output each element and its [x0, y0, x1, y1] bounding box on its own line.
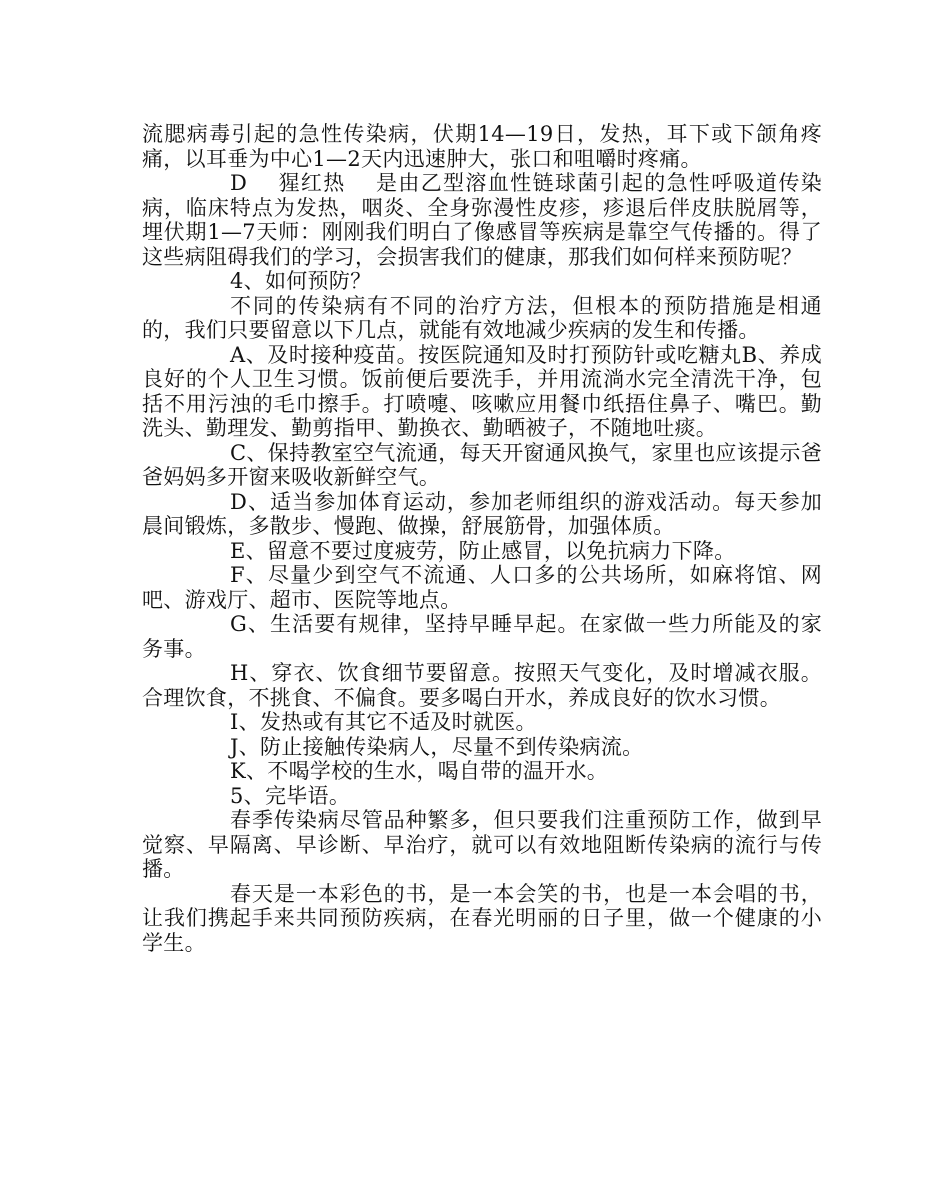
paragraph-item-c: C、保持教室空气流通，每天开窗通风换气，家里也应该提示爸爸妈妈多开窗来吸收新鲜空气。 — [142, 440, 822, 489]
paragraph-item-k: K、不喝学校的生水，喝自带的温开水。 — [230, 759, 609, 783]
paragraph-item-g: G、生活要有规律，坚持早睡早起。在家做一些力所能及的家务事。 — [142, 612, 822, 661]
paragraph-item-j: J、防止接触传染病人，尽量不到传染病流。 — [230, 734, 644, 759]
paragraph-item-e: E、留意不要过度疲劳，防止感冒，以免抗病力下降。 — [230, 538, 736, 563]
paragraph-item-i: I、发热或有其它不适及时就医。 — [230, 710, 537, 734]
section-heading-closing: 5、完毕语。 — [230, 783, 351, 808]
paragraph-scarlet-fever: D 猩红热 是由乙型溶血性链球菌引起的急性呼吸道传染病，临床特点为发热，咽炎、全身弥漫性皮疹，疹退后伴皮肤脱屑等，埋伏期1—7天师：刚刚我们明白了像感冒等疾病是靠空气传播的。得了这些病阻碍我们的学习，会损害我们的健康，那我们如何样来预防呢？ — [142, 171, 822, 269]
document-page — [142, 122, 822, 955]
paragraph-item-d: D、适当参加体育运动，参加老师组织的游戏活动。每天参加晨间锻炼，多散步、慢跑、做操，舒展筋骨，加强体质。 — [142, 489, 822, 538]
paragraph-prevention-intro: 不同的传染病有不同的治疗方法，但根本的预防措施是相通的，我们只要留意以下几点，就能有效地减少疾病的发生和传播。 — [142, 293, 822, 342]
paragraph-item-a-b: A、及时接种疫苗。按医院通知及时打预防针或吃糖丸B、养成良好的个人卫生习惯。饭前便后要洗手，并用流淌水完全清洗干净，包括不用污浊的毛巾擦手。打喷嚏、咳嗽应用餐巾纸捂住鼻子、嘴巴。勤洗头、勤理发、勤剪指甲、勤换衣、勤晒被子，不随地吐痰。 — [142, 342, 822, 440]
paragraph-closing-2: 春天是一本彩色的书，是一本会笑的书，也是一本会唱的书，让我们携起手来共同预防疾病，在春光明丽的日子里，做一个健康的小学生。 — [142, 881, 822, 955]
paragraph-mumps-description: 流腮病毒引起的急性传染病，伏期14—19日，发热，耳下或下颌角疼痛，以耳垂为中心1—2天内迅速肿大，张口和咀嚼时疼痛。 — [142, 122, 822, 171]
paragraph-item-h: H、穿衣、饮食细节要留意。按照天气变化，及时增减衣服。合理饮食，不挑食、不偏食。要多喝白开水，养成良好的饮水习惯。 — [142, 661, 822, 710]
paragraph-closing-1: 春季传染病尽管品种繁多，但只要我们注重预防工作，做到早觉察、早隔离、早诊断、早治疗，就可以有效地阻断传染病的流行与传播。 — [142, 808, 822, 881]
section-heading-prevention: 4、如何预防？ — [230, 269, 372, 293]
paragraph-item-f: F、尽量少到空气不流通、人口多的公共场所，如麻将馆、网吧、游戏厅、超市、医院等地点。 — [142, 563, 822, 612]
